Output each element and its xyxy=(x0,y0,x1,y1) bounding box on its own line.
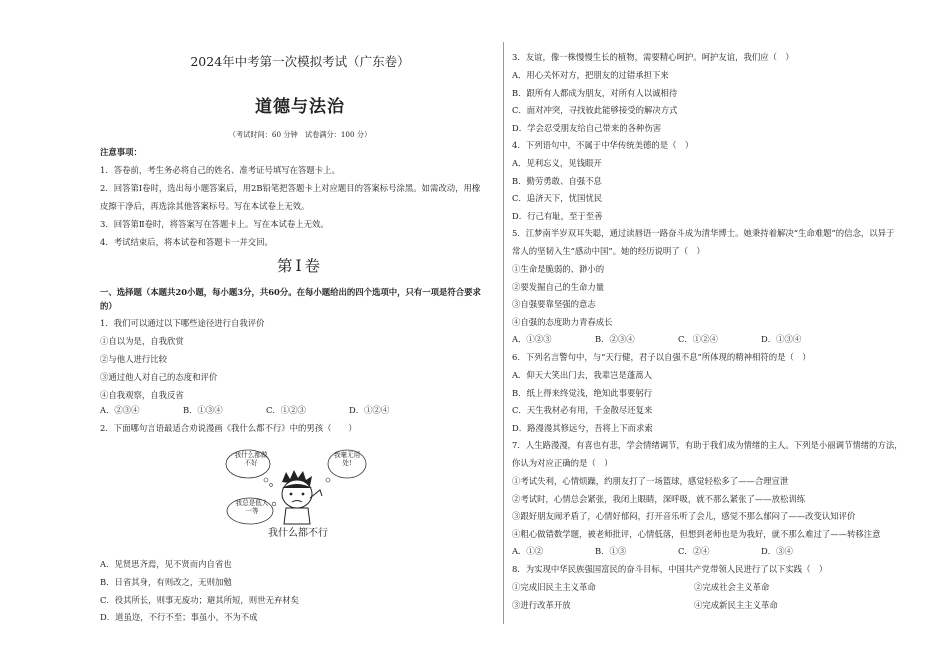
question-1-stem: 1．我们可以通过以下哪些途径进行自我评价 xyxy=(100,318,265,328)
q5-options xyxy=(512,334,844,345)
question-7-stem-cont: 你认为对应正确的是（ ） xyxy=(512,458,613,468)
q5-item: ③自强要靠坚强的意志 xyxy=(512,299,596,309)
question-5-stem-cont: 常人的坚韧入生“感动中国”。她的经历说明了（ ） xyxy=(512,246,705,256)
q1-option-c[interactable]: C．①②③ xyxy=(266,405,306,415)
q2-option-b[interactable]: B．日省其身，有则改之，无则加勉 xyxy=(100,577,232,587)
q7-item: ②考试时，心情总会紧张，我闭上眼睛，深呼吸，就不那么紧张了——放松训练 xyxy=(512,494,806,504)
q5-item: ①生命是脆弱的、渺小的 xyxy=(512,264,605,274)
q7-option-b[interactable]: B．①③ xyxy=(595,546,627,556)
subject-title: 道德与法治 xyxy=(255,97,345,117)
q6-option-b[interactable]: B．纸上得来终觉浅，绝知此事要躬行 xyxy=(512,388,653,398)
q1-item: ①自以为是，自我欣赏 xyxy=(100,336,184,346)
q8-item: ④完成新民主主义革命 xyxy=(694,600,778,610)
bubble-2-text: 我毫无用处! xyxy=(333,451,361,467)
q8-item: ②完成社会主义革命 xyxy=(694,582,770,592)
q5-option-a[interactable]: A．①②③ xyxy=(512,334,552,344)
q2-option-d[interactable]: D．道虽迩，不行不至；事虽小，不为不成 xyxy=(100,612,258,622)
q1-option-b[interactable]: B．①③④ xyxy=(183,405,223,415)
column-divider xyxy=(503,42,504,624)
cartoon-caption: 我什么都不行 xyxy=(268,528,328,539)
q7-item: ①考试失利，心情烦躁，约朋友打了一场篮球，感觉轻松多了——合理宣泄 xyxy=(512,476,789,486)
q5-option-c[interactable]: C．①②④ xyxy=(678,334,718,344)
q7-item: ④粗心做错数学题，被老师批评，心情低落，但想到老师也是为我好，就不那么难过了——转移注意 xyxy=(512,529,881,539)
boy-figure xyxy=(282,470,322,524)
q3-option-b[interactable]: B．跟所有人都成为朋友，对所有人以诚相待 xyxy=(512,88,678,98)
notice-line: 1．答卷前，考生务必将自己的姓名、准考证号填写在答题卡上。 xyxy=(100,165,340,175)
q1-option-d[interactable]: D．①②④ xyxy=(349,405,390,415)
q8-item: ①完成旧民主主义革命 xyxy=(512,582,596,592)
q1-item: ③通过他人对自己的态度和评价 xyxy=(100,372,218,382)
q8-items-row-1 xyxy=(512,582,876,593)
q3-option-c[interactable]: C．面对冲突，寻找彼此能够接受的解决方式 xyxy=(512,105,678,115)
q8-items-row-2 xyxy=(512,600,876,611)
q5-item: ④自强的态度助力青春成长 xyxy=(512,317,613,327)
section-instructions: 的） xyxy=(100,301,117,311)
q1-options xyxy=(100,405,432,416)
q1-item: ②与他人进行比较 xyxy=(100,354,167,364)
bubble-3-text: 我总是低人一等 xyxy=(235,499,269,515)
q5-option-d[interactable]: D．①③④ xyxy=(761,334,802,344)
q5-item: ②要发掘自己的生命力量 xyxy=(512,282,605,292)
question-5-stem: 5．江梦南半岁双耳失聪，通过读唇语一路奋斗成为清华博士。她秉持着解决“生命难题”的信念，以异于 xyxy=(512,228,895,238)
q7-item: ③跟好朋友闹矛盾了，心情好郁闷，打开音乐听了会儿，感觉不那么郁闷了——改变认知评价 xyxy=(512,511,856,521)
q4-option-a[interactable]: A．见利忘义，见钱眼开 xyxy=(512,158,602,168)
q3-option-a[interactable]: A．用心关怀对方，把朋友的过错承担下来 xyxy=(512,70,669,80)
q6-option-d[interactable]: D．路漫漫其修远兮，吾将上下而求索 xyxy=(512,423,653,433)
q8-item: ③进行改革开放 xyxy=(512,600,571,610)
q7-options xyxy=(512,546,844,557)
q1-item: ④自我观察，自我反省 xyxy=(100,390,184,400)
exam-title: 2024年中考第一次模拟考试（广东卷） xyxy=(190,54,410,69)
question-7-stem: 7．人生路漫漫，有喜也有悲，学会情绪调节，有助于我们成为情绪的主人。下列是小丽调节情绪的方法， xyxy=(512,440,903,450)
q2-option-a[interactable]: A．见贤思齐焉，见不贤而内自省也 xyxy=(100,559,232,569)
question-2-stem: 2．下面哪句言语最适合劝说漫画《我什么都不行》中的男孩（ ） xyxy=(100,423,357,433)
q5-option-b[interactable]: B．②③④ xyxy=(595,334,635,344)
q1-option-a[interactable]: A．②③④ xyxy=(100,405,140,415)
section-instructions: 一、选择题（本题共20小题，每小题3分，共60分。在每小题给出的四个选项中，只有一项是符合要求 xyxy=(100,287,481,297)
q4-option-d[interactable]: D．行己有耻，至于至善 xyxy=(512,211,603,221)
notice-line: 2．回答第Ⅰ卷时，选出每小题答案后，用2B铅笔把答题卡上对应题目的答案标号涂黑。如需改动，用橡 xyxy=(100,183,481,193)
notice-line: 皮擦干净后，再选涂其他答案标号。写在本试卷上无效。 xyxy=(100,201,310,211)
q7-option-a[interactable]: A．①② xyxy=(512,546,544,556)
q7-option-c[interactable]: C．②④ xyxy=(678,546,710,556)
exam-meta: （考试时间：60 分钟 试卷满分：100 分） xyxy=(228,130,372,139)
question-8-stem: 8．为实现中华民族强国富民的奋斗目标，中国共产党带领人民进行了以下实践（ ） xyxy=(512,564,828,574)
notice-line: 3．回答第Ⅱ卷时，将答案写在答题卡上。写在本试卷上无效。 xyxy=(100,219,329,229)
notice-line: 4．考试结束后，将本试卷和答题卡一并交回。 xyxy=(100,237,273,247)
q7-option-d[interactable]: D．③④ xyxy=(761,546,793,556)
q3-option-d[interactable]: D．学会忍受朋友给自己带来的各种伤害 xyxy=(512,123,662,133)
q6-option-a[interactable]: A．仰天大笑出门去，我辈岂是蓬蒿人 xyxy=(512,370,653,380)
section-title: 第Ⅰ卷 xyxy=(276,257,324,275)
bubble-1-text: 我什么都做不好 xyxy=(234,451,268,467)
q4-option-c[interactable]: C．追济天下，忧国忧民 xyxy=(512,193,603,203)
q6-option-c[interactable]: C．天生我材必有用，千金散尽还复来 xyxy=(512,405,653,415)
q4-option-b[interactable]: B．勤劳勇敢、自强不息 xyxy=(512,176,602,186)
notice-title: 注意事项： xyxy=(100,147,142,157)
question-4-stem: 4．下列语句中，不属于中华传统美德的是（ ） xyxy=(512,140,694,150)
q2-option-c[interactable]: C．役其所长，则事无废功；避其所短，则世无弃材矣 xyxy=(100,595,300,605)
question-3-stem: 3．友谊，像一株慢慢生长的植物，需要精心呵护。呵护友谊，我们应（ ） xyxy=(512,52,794,62)
question-6-stem: 6．下列名言警句中，与“天行健，君子以自强不息”所体现的精神相符的是（ ） xyxy=(512,352,811,362)
